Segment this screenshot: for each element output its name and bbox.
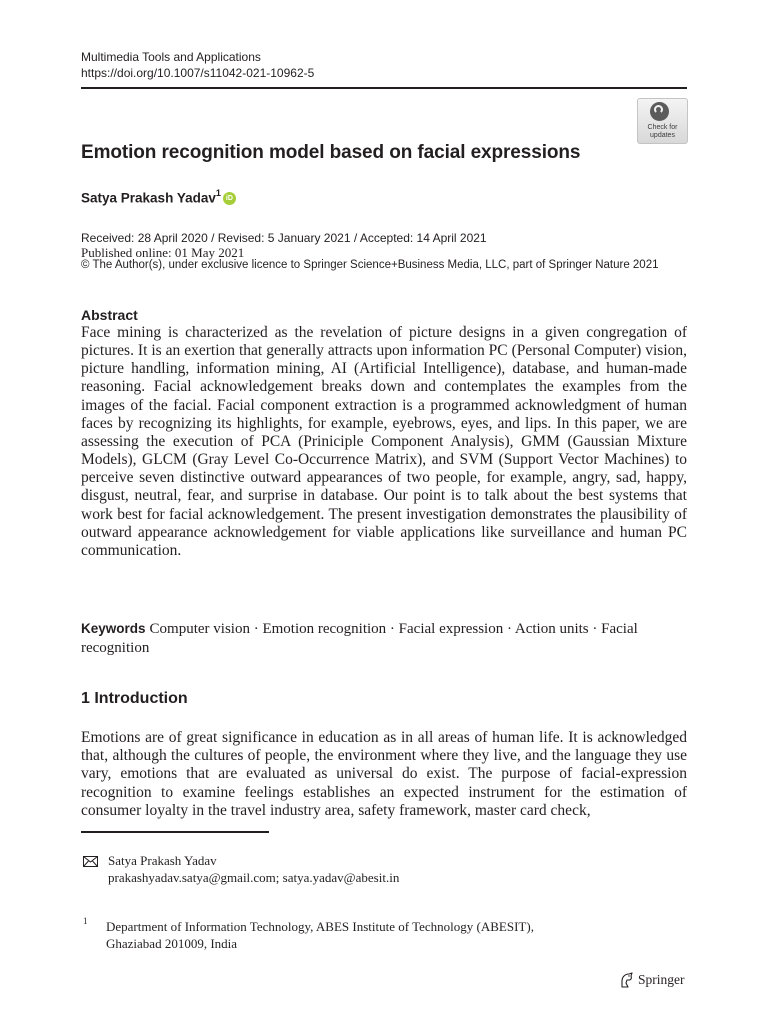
affiliation-city: Ghaziabad 201009, India [106, 936, 238, 951]
author-line [81, 189, 236, 206]
section-heading-introduction: 1 Introduction [81, 690, 188, 707]
header-rule [81, 87, 687, 89]
springer-wordmark: Springer [638, 972, 685, 987]
introduction-text: Emotions are of great significance in education as in all areas of human life. It is acknowledged that, although the cultures of people, the environment where they live, and the language they use vary, emotions that are evaluated as universal do exist. The purpose of facial-expression recognition to examine feelings establishes an expected instrument for the estimation of consumer loyalty in the travel industry area, safety framework, master card check, [81, 729, 687, 819]
license-line: © The Author(s), under exclusive licence to Springer Science+Business Media, LLC, part of Springer Nature 2021 [81, 259, 659, 271]
update-icon [650, 102, 669, 121]
journal-name: Multimedia Tools and Applications [81, 50, 261, 64]
affiliation-marker: 1 [215, 188, 221, 198]
abstract-text: Face mining is characterized as the revelation of picture designs in a given congregation of pictures. It is an exertion that generally attracts upon information PC (Personal Computer) vision, picture handling, information mining, AI (Artificial Intelligence), database, and human-made reasoning. Facial acknowledgement breaks down and contemplates the examples from the images of the facial. Facial component extraction is a programmed acknowledgment of human faces by recognizing its highlights, for example, eyebrows, eyes, and lips. In this paper, we are assessing the execution of PCA (Priniciple Component Analysis), GMM (Gaussian Mixture Models), GLCM (Gray Level Co-Occurrence Matrix), and SVM (Support Vector Machines) to perceive seven distinctive outward appearances of two people, for example, angry, sad, happy, disgust, neutral, fear, and surprise in database. Our point is to talk about the best systems that work best for facial acknowledgement. The present investigation demonstrates the plausibility of outward appearance acknowledgement for viable applications like surveillance and human PC communication. [81, 324, 687, 559]
footnote-rule [81, 831, 269, 833]
mail-icon [83, 856, 98, 867]
badge-line-2: updates [650, 132, 675, 139]
author-name[interactable]: Satya Prakash Yadav [81, 190, 216, 206]
corresponding-author-email[interactable]: prakashyadav.satya@gmail.com; satya.yadav@abesit.in [108, 870, 400, 885]
springer-horse-icon [619, 972, 634, 988]
journal-header [81, 49, 314, 81]
orcid-icon[interactable]: iD [223, 192, 236, 205]
paper-title: Emotion recognition model based on facial expressions [81, 142, 581, 163]
check-for-updates-badge[interactable] [637, 98, 688, 144]
springer-logo [619, 972, 685, 988]
received-dates: Received: 28 April 2020 / Revised: 5 January 2021 / Accepted: 14 April 2021 [81, 231, 487, 245]
doi-link[interactable]: https://doi.org/10.1007/s11042-021-10962-5 [81, 66, 315, 80]
affiliation-department: Department of Information Technology, ABES Institute of Technology (ABESIT), [106, 919, 534, 934]
keywords-label: Keywords [81, 621, 146, 636]
corresponding-author-name: Satya Prakash Yadav [108, 853, 217, 868]
keywords-block [81, 620, 687, 657]
affiliation-number: 1 [83, 916, 88, 926]
badge-line-1: Check for [647, 124, 678, 131]
keywords-list: Computer vision · Emotion recognition · Facial expression · Action units · Facial recognition [81, 621, 638, 656]
abstract-heading: Abstract [81, 307, 138, 323]
published-date: Published online: 01 May 2021 [81, 245, 245, 260]
